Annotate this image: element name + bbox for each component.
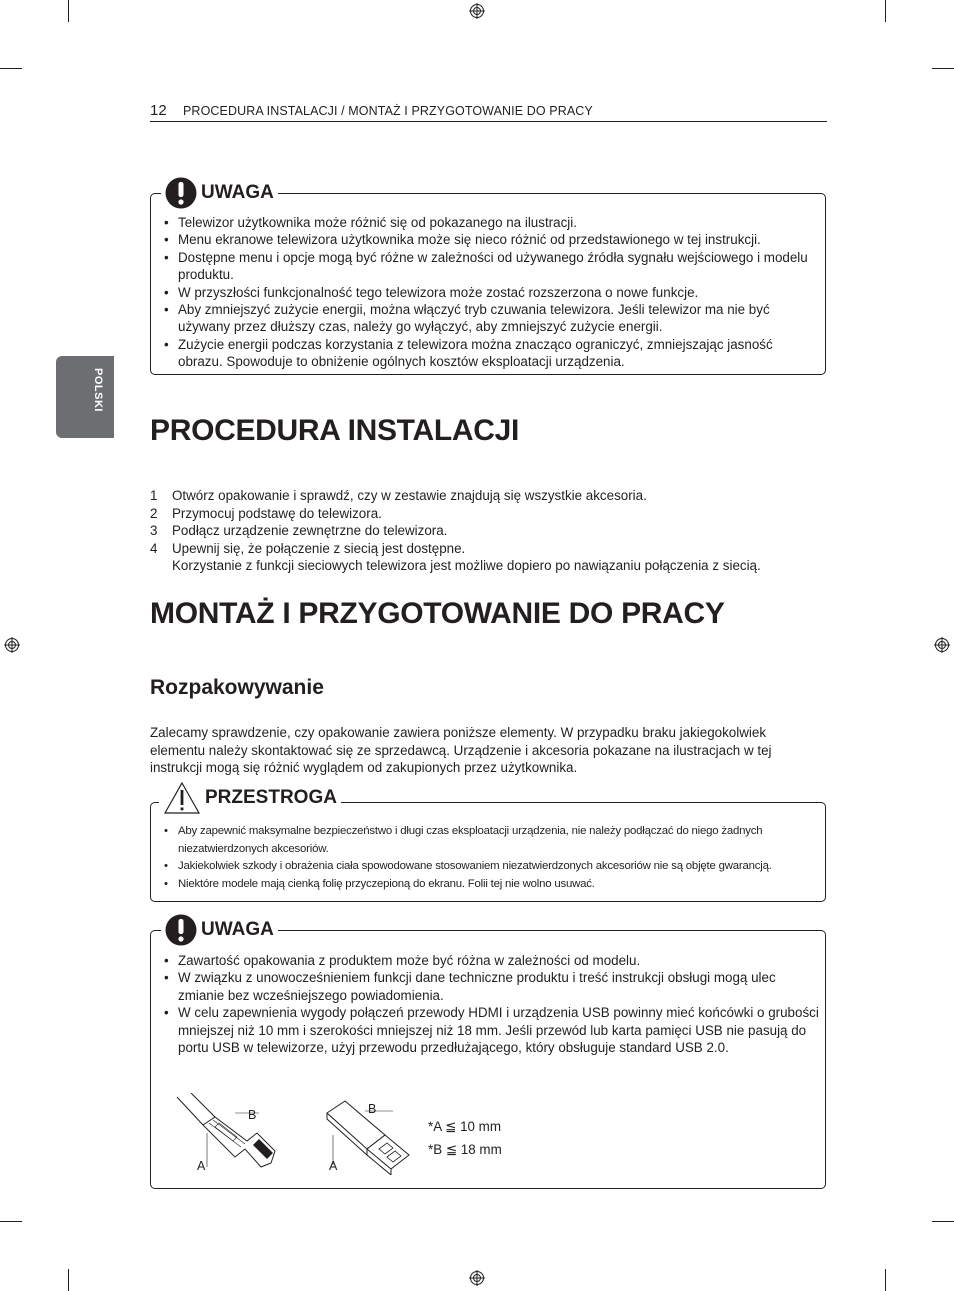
page-number: 12: [150, 102, 167, 119]
caution-label: PRZESTROGA: [205, 787, 337, 808]
step-number: 4: [150, 540, 158, 556]
crop-mark: [0, 1221, 22, 1222]
list-item: • Dostępne menu i opcje mogą być różne w zależności od używanego źródła sygnału wejściowego i modelu produktu.: [164, 249, 814, 284]
step-text: Otwórz opakowanie i sprawdź, czy w zestawie znajdują się wszystkie akcesoria.: [172, 488, 647, 503]
step-number: 1: [150, 488, 158, 503]
step-item: [150, 557, 830, 575]
step-item: [150, 505, 830, 523]
figure-label-a: A: [197, 1159, 206, 1173]
note-list: [164, 214, 814, 371]
installation-steps: [150, 487, 830, 575]
step-item: [150, 522, 830, 540]
list-item: • Zawartość opakowania z produktem może być różna w zależności od modelu.: [164, 952, 819, 969]
hdmi-connector-illustration: [175, 1093, 287, 1179]
list-item: • Menu ekranowe telewizora użytkownika może się nieco różnić od przedstawionego w tej instrukcji.: [164, 231, 814, 248]
spec-a: *A ≦ 10 mm: [428, 1119, 501, 1134]
crop-mark: [932, 1221, 954, 1222]
figure-label-b: B: [368, 1102, 377, 1116]
note-box: [150, 182, 826, 375]
registration-mark-icon: [469, 3, 485, 19]
running-title: PROCEDURA INSTALACJI / MONTAŻ I PRZYGOTOWANIE DO PRACY: [183, 104, 593, 118]
step-text: Przymocuj podstawę do telewizora.: [172, 505, 382, 521]
step-item: [150, 540, 830, 558]
registration-mark-icon: [469, 1270, 485, 1286]
caution-box: [150, 787, 826, 902]
spec-b: *B ≦ 18 mm: [428, 1142, 502, 1157]
registration-mark-icon: [934, 637, 950, 653]
crop-mark: [0, 68, 22, 69]
list-item: • Jakiekolwiek szkody i obrażenia ciała spowodowane stosowaniem niezatwierdzonych akcesoriów nie są objęte gwarancją.: [164, 858, 814, 876]
list-item: • Niektóre modele mają cienką folię przyczepioną do ekranu. Folii tej nie wolno usuwać.: [164, 876, 814, 894]
crop-mark: [885, 1269, 886, 1291]
intro-paragraph: Zalecamy sprawdzenie, czy opakowanie zawiera poniższe elementy. W przypadku braku jakiegokolwiek elementu należy skontaktować się ze sprzedawcą. Urządzenie i akcesoria pokazane na ilustracjach w tej instrukcji mogą się różnić wyglądem od zakupionych przez użytkownika.: [150, 725, 772, 776]
list-item: • W przyszłości funkcjonalność tego telewizora może zostać rozszerzona o nowe funkcje.: [164, 284, 814, 301]
figure-label-a: A: [329, 1159, 338, 1173]
crop-mark: [68, 1269, 69, 1291]
figure-label-b: B: [248, 1108, 257, 1122]
language-tab: [56, 356, 114, 438]
note-heading: [161, 177, 278, 209]
exclamation-icon: [165, 914, 197, 946]
note-label: UWAGA: [201, 919, 274, 940]
subsection-title: Rozpakowywanie: [150, 676, 324, 699]
list-item: • W związku z unowocześnieniem funkcji dane techniczne produktu i treść instrukcji obsługi mogą ulec zmianie bez wcześniejszego powiadomienia.: [164, 969, 819, 1004]
crop-mark: [68, 0, 69, 22]
header-rule: [150, 121, 827, 122]
list-item: • Aby zapewnić maksymalne bezpieczeństwo i długi czas eksploatacji urządzenia, nie należy podłączać do niego żadnych niezatwierdzonych akcesoriów.: [164, 823, 814, 858]
note-list: [164, 952, 819, 1056]
caution-heading: [159, 781, 341, 815]
language-tab-label: POLSKI: [92, 368, 104, 412]
exclamation-icon: [165, 177, 197, 209]
list-item: • Telewizor użytkownika może różnić się od pokazanego na ilustracji.: [164, 214, 814, 231]
list-item: • Zużycie energii podczas korzystania z telewizora można znacząco ograniczyć, zmniejszając jasność obrazu. Spowoduje to obniżenie ogólnych kosztów eksploatacji urządzenia.: [164, 336, 814, 371]
list-item: • W celu zapewnienia wygody połączeń przewody HDMI i urządzenia USB powinny mieć końcówki o grubości mniejszej niż 10 mm i szerokości mniejszej niż 18 mm. Jeśli przewód lub karta pamięci USB nie pasują do portu USB w telewizorze, użyj przewodu przedłużającego, który obsługuje standard USB 2.0.: [164, 1004, 819, 1056]
step-text: Korzystanie z funkcji sieciowych telewizora jest możliwe dopiero po nawiązaniu połączenia z siecią.: [172, 558, 761, 573]
step-text: Podłącz urządzenie zewnętrzne do telewizora.: [172, 523, 448, 538]
step-number: 3: [150, 523, 158, 538]
crop-mark: [885, 0, 886, 22]
caution-list: [164, 823, 814, 893]
section-title: PROCEDURA INSTALACJI: [150, 414, 520, 447]
list-item: • Aby zmniejszyć zużycie energii, można włączyć tryb czuwania telewizora. Jeśli telewizor ma nie być używany przez dłuższy czas, należy go wyłączyć, aby zmniejszyć zużycie energii.: [164, 301, 814, 336]
warning-triangle-icon: [163, 781, 201, 815]
step-number: 2: [150, 505, 158, 521]
step-item: [150, 487, 830, 505]
step-text: Upewnij się, że połączenie z siecią jest dostępne.: [172, 540, 466, 556]
registration-mark-icon: [4, 637, 20, 653]
note-label: UWAGA: [201, 182, 274, 203]
crop-mark: [932, 68, 954, 69]
note-heading: [161, 914, 278, 946]
section-title: MONTAŻ I PRZYGOTOWANIE DO PRACY: [150, 597, 725, 630]
